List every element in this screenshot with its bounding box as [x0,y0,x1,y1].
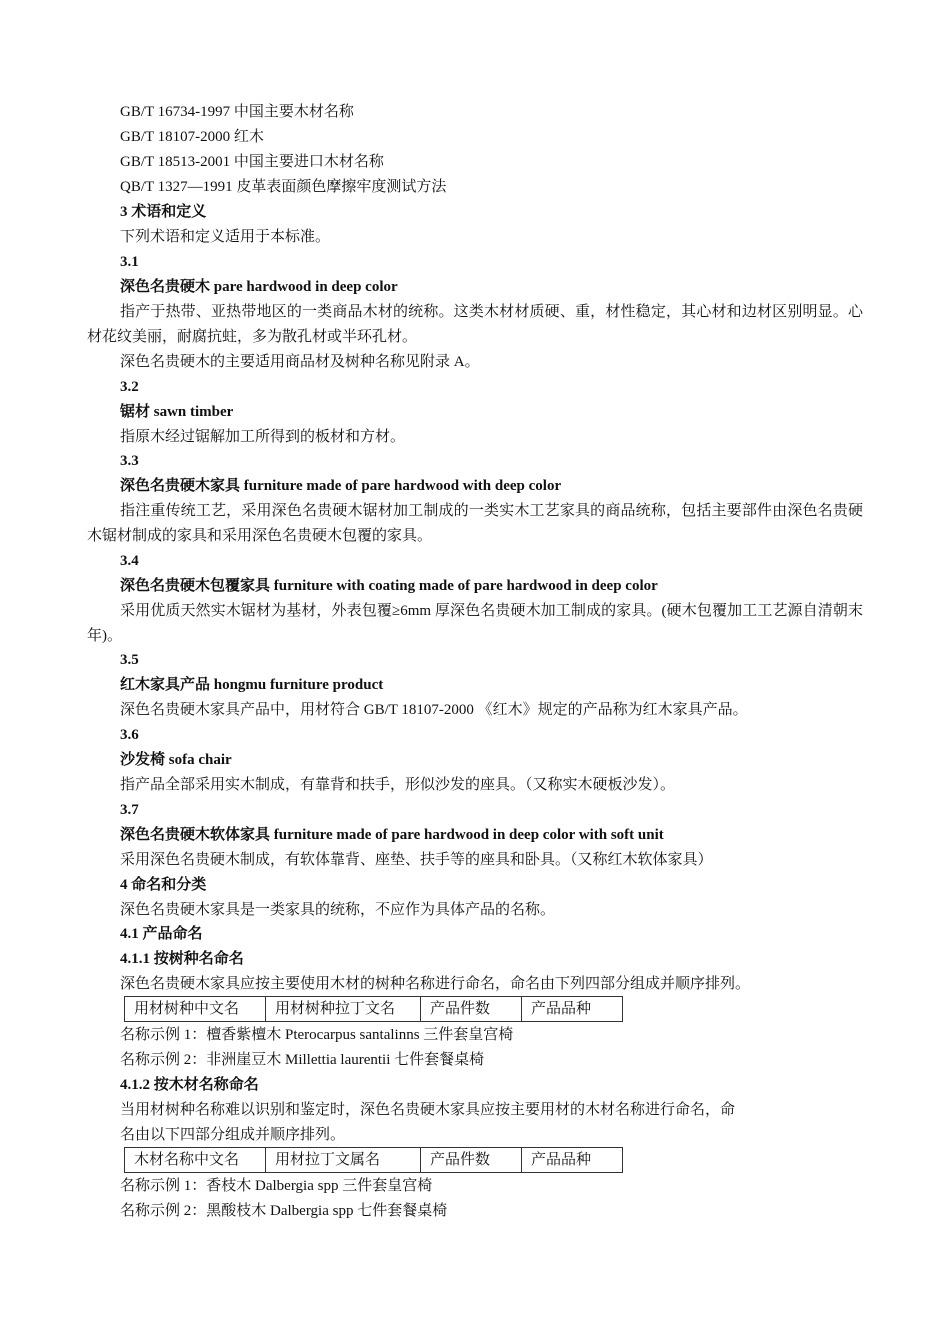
term-number: 3.4 [120,553,139,569]
term-number: 3.6 [120,727,139,743]
table-cell: 产品品种 [522,1148,623,1173]
reference-item: GB/T 18513-2001 中国主要进口木材名称 [120,154,384,170]
paragraph: 名由以下四部分组成并顺序排列。 [120,1127,346,1143]
name-example: 名称示例 2：黑酸枝木 Dalbergia spp 七件套餐桌椅 [120,1203,448,1219]
term-definition: 采用优质天然实木锯材为基材，外表包覆≥6mm 厚深色名贵硬木加工制成的家具。(硬木包覆加工工艺源自清朝末年)。 [87,603,863,644]
subsection-heading: 4.1 产品命名 [120,926,203,942]
section-heading: 3 术语和定义 [120,204,207,220]
subsection-heading: 4.1.1 按树种名命名 [120,951,244,967]
section-heading: 4 命名和分类 [120,877,207,893]
reference-item: GB/T 16734-1997 中国主要木材名称 [120,104,354,120]
term-definition: 指注重传统工艺，采用深色名贵硬木锯材加工制成的一类实木工艺家具的商品统称，包括主要部件由深色名贵硬木锯材制成的家具和采用深色名贵硬木包覆的家具。 [87,503,863,544]
section-intro: 下列术语和定义适用于本标准。 [120,229,331,245]
table-cell: 用材树种中文名 [125,997,266,1022]
name-example: 名称示例 1：香枝木 Dalbergia spp 三件套皇宫椅 [120,1178,433,1194]
naming-table [124,1147,623,1173]
term-note: 深色名贵硬木的主要适用商品材及树种名称见附录 A。 [120,354,480,370]
term-number: 3.1 [120,254,139,270]
table-row [125,1148,623,1173]
term-title: 深色名贵硬木软体家具 furniture made of pare hardwood in deep color with soft unit [120,827,664,843]
term-definition: 深色名贵硬木家具产品中，用材符合 GB/T 18107-2000 《红木》规定的产品称为红木家具产品。 [120,702,748,718]
subsection-heading: 4.1.2 按木材名称命名 [120,1077,259,1093]
term-title: 深色名贵硬木包覆家具 furniture with coating made of pare hardwood in deep color [120,578,658,594]
naming-table [124,996,623,1022]
paragraph: 当用材树种名称难以识别和鉴定时，深色名贵硬木家具应按主要用材的木材名称进行命名，命 [120,1102,736,1118]
term-title: 深色名贵硬木家具 furniture made of pare hardwood with deep color [120,478,562,494]
term-number: 3.5 [120,652,139,668]
table-cell: 用材树种拉丁文名 [266,997,421,1022]
term-title: 锯材 sawn timber [120,404,234,420]
table-cell: 木材名称中文名 [125,1148,266,1173]
name-example: 名称示例 1：檀香紫檀木 Pterocarpus santalinns 三件套皇宫椅 [120,1027,514,1043]
table-row [125,997,623,1022]
table-cell: 产品品种 [522,997,623,1022]
term-number: 3.2 [120,379,139,395]
term-number: 3.3 [120,453,139,469]
term-definition: 指产品全部采用实木制成，有靠背和扶手，形似沙发的座具。（又称实木硬板沙发）。 [120,777,676,793]
table-cell: 用材拉丁文属名 [266,1148,421,1173]
term-title: 红木家具产品 hongmu furniture product [120,677,384,693]
section-intro: 深色名贵硬木家具是一类家具的统称，不应作为具体产品的名称。 [120,902,556,918]
table-cell: 产品件数 [421,1148,522,1173]
term-number: 3.7 [120,802,139,818]
paragraph: 深色名贵硬木家具应按主要使用木材的树种名称进行命名，命名由下列四部分组成并顺序排列。 [120,976,751,992]
name-example: 名称示例 2：非洲崖豆木 Millettia laurentii 七件套餐桌椅 [120,1052,485,1068]
table-cell: 产品件数 [421,997,522,1022]
reference-item: GB/T 18107-2000 红木 [120,129,264,145]
term-definition: 采用深色名贵硬木制成，有软体靠背、座垫、扶手等的座具和卧具。（又称红木软体家具） [120,852,713,868]
reference-item: QB/T 1327—1991 皮革表面颜色摩擦牢度测试方法 [120,179,447,195]
term-definition: 指产于热带、亚热带地区的一类商品木材的统称。这类木材材质硬、重，材性稳定，其心材和边材区别明显。心材花纹美丽，耐腐抗蛀，多为散孔材或半环孔材。 [87,304,863,345]
term-title: 深色名贵硬木 pare hardwood in deep color [120,279,398,295]
term-definition: 指原木经过锯解加工所得到的板材和方材。 [120,429,406,445]
term-title: 沙发椅 sofa chair [120,752,232,768]
